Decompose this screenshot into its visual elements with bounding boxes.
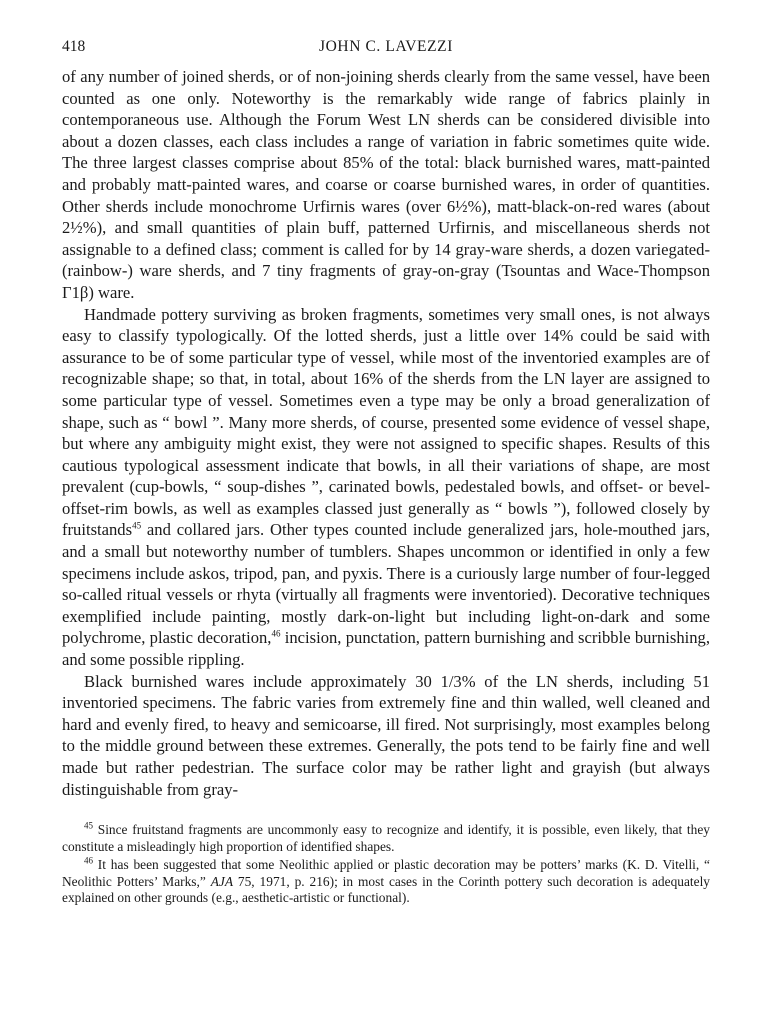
paragraph-2 [62,304,710,671]
footnote-number: 45 [84,820,93,831]
page-number: 418 [62,38,86,55]
footnote-text-a: It has been suggested that some Neolithic applied or plastic decoration may be potters’ marks (K. D. Vitelli, “ Neolithic Potters’ Marks,” [62,856,710,889]
footnote-text: Since fruitstand fragments are uncommonly easy to recognize and identify, it is possible, even likely, that they constitute a misleadingly high proportion of identified shapes. [62,822,710,854]
paragraph-2-text-b: and collared jars. Other types counted include generalized jars, hole-mouthed jars, and a small but noteworthy number of tumblers. Shapes uncommon or identified in only a few specimens include askos, tripod, pan, and pyxis. There is a curiously large number of four-legged so-called ritual vessels or rhyta (virtually all fragments were inventoried). Decorative techniques exemplified include painting, mostly dark-on-light but including light-on-dark and some polychrome, plastic decoration, [62,520,710,648]
footnote-text-b: 75, 1971, p. 216); in most cases in the Corinth pottery such decoration is adequately explained on other grounds (e.g., aesthetic-artistic or functional). [62,873,710,906]
page [62,38,710,908]
footnote-ref-46: 46 [271,628,281,639]
footnote-46 [62,857,710,907]
running-head: JOHN C. LAVEZZI [319,38,453,55]
paragraph-2-text-a: Handmade pottery surviving as broken fragments, sometimes very small ones, is not always easy to classify typologically. Of the lotted sherds, just a little over 14% could be said with assurance to be of some particular type of vessel, while most of the inventoried examples are of recognizable shape; so that, in total, about 16% of the sherds from the LN layer are assigned to some particular type of vessel. Sometimes even a type may be only a broad generalization of shape, such as “ bowl ”. Many more sherds, of course, presented some evidence of vessel shape, but where any ambiguity might exist, they were not assigned to specific shapes. Results of this cautious typological assessment indicate that bowls, in all their variations of shape, are most prevalent (cup-bowls, “ soup-dishes ”, carinated bowls, pedestaled bowls, and offset- or bevel-offset-rim bowls, as well as examples classed just generally as “ bowls ”), followed closely by fruitstands [62,304,710,540]
footnote-ref-45: 45 [132,520,142,531]
paragraph-2-text-c: incision, punctation, pattern burnishing and scribble burnishing, and some possible rippling. [62,628,710,670]
paragraph-1: of any number of joined sherds, or of non-joining sherds clearly from the same vessel, have been counted as one only. Noteworthy is the remarkably wide range of fabrics plainly in contemporaneous use. Although the Forum West LN sherds can be considered divisible into about a dozen classes, each class includes a range of variation in fabric sometimes quite wide. The three largest classes comprise about 85% of the total: black burnished wares, matt-painted and probably matt-painted wares, and coarse or coarse burnished wares, in order of quantities. Other sherds include monochrome Urfirnis wares (over 6½%), matt-black-on-red wares (about 2½%), and small quantities of plain buff, patterned Urfirnis, and miscellaneous sherds not assignable to a defined class; comment is called for by 14 gray-ware sherds, a dozen variegated- (rainbow-) ware sherds, and 7 tiny fragments of gray-on-gray (Tsountas and Wace-Thompson Γ1β) ware. [62,67,710,302]
footnote-number: 46 [84,855,93,866]
page-header [62,38,710,66]
footnote-45 [62,822,710,856]
journal-title: AJA [210,873,234,889]
paragraph-3: Black burnished wares include approximately 30 1/3% of the LN sherds, including 51 inventoried specimens. The fabric varies from extremely fine and thin walled, well cleaned and hard and evenly fired, to heavy and semicoarse, ill fired. Not surprisingly, most examples belong to the middle ground between these extremes. Generally, the pots tend to be fairly fine and well made but rather pedestrian. The surface color may be rather light and grayish (but always distinguishable from gray- [62,671,710,799]
footnotes [62,822,710,907]
